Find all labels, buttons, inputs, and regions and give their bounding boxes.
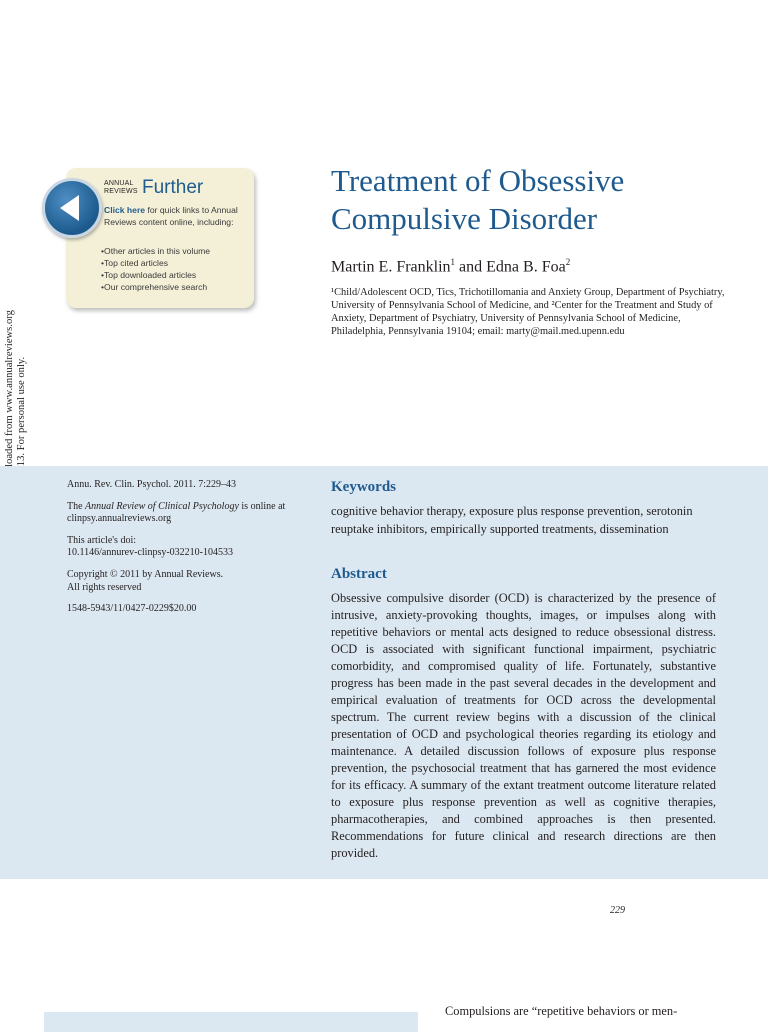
further-title: Further xyxy=(142,177,204,198)
affiliation: ¹Child/Adolescent OCD, Tics, Trichotillomania and Anxiety Group, Department of Psychiatry, University of Pennsylvania School of Medicine, and ²Center for the Treatment and Study of Anxiety, Department of Psychiatry, University of Pennsylvania School of Medicine, Philadelphia, Pennsylvania 19104; email: marty@mail.med.upenn.edu xyxy=(331,287,725,337)
click-here-link[interactable]: Click here xyxy=(104,205,146,215)
further-description: Click here for quick links to Annual Reviews content online, including: xyxy=(104,205,238,227)
issn: 1548-5943/11/0427-0229$20.00 xyxy=(67,603,197,615)
doi-link[interactable]: 10.1146/annurev-clinpsy-032210-104533 xyxy=(67,547,233,559)
body-text: Compulsions are “repetitive behaviors or men- xyxy=(445,1004,678,1018)
page-number: 229 xyxy=(610,905,625,916)
back-arrow-icon[interactable] xyxy=(42,178,102,238)
sidebar-box xyxy=(44,1012,418,1032)
abstract-heading: Abstract xyxy=(331,566,387,582)
further-item-top-cited[interactable]: • Top cited articles xyxy=(101,257,210,269)
further-list xyxy=(101,245,210,293)
keywords-heading: Keywords xyxy=(331,479,396,495)
further-item-search[interactable]: • Our comprehensive search xyxy=(101,281,210,293)
article-metadata xyxy=(67,479,297,625)
further-item-top-downloaded[interactable]: • Top downloaded articles xyxy=(101,269,210,281)
annual-reviews-logo: ANNUAL REVIEWS xyxy=(104,180,138,195)
online-notice: The Annual Review of Clinical Psychology is online at clinpsy.annualreviews.org xyxy=(67,500,286,525)
citation: Annu. Rev. Clin. Psychol. 2011. 7:229–43 xyxy=(67,479,236,490)
keywords-text: cognitive behavior therapy, exposure plus response prevention, serotonin reuptake inhibitors, empirically supported treatments, dissemination xyxy=(331,504,693,536)
further-item-other-articles[interactable]: • Other articles in this volume xyxy=(101,245,210,257)
article-title: Treatment of Obsessive Compulsive Disorder xyxy=(331,163,625,236)
abstract-text: Obsessive compulsive disorder (OCD) is characterized by the presence of intrusive, anxiety-provoking thoughts, images, or impulses along with repetitive behaviors or mental acts designed to reduce obsessional distress. OCD is associated with significant functional impairment, psychiatric comorbidity, and compromised quality of life. Fortunately, substantive progress has been made in the past several decades in the development and empirical evaluation of treatments for OCD across the developmental spectrum. The current review begins with a discussion of the clinical presentation of OCD and psychological theories regarding its etiology and maintenance. A detailed discussion follows of exposure plus response prevention, the psychosocial treatment that has garnered the most evidence for its efficacy. A summary of the extant treatment outcome literature related to exposure plus response prevention as well as cognitive therapies, pharmacotherapies, and combined approaches is then presented. Recommendations for future clinical and research directions are then provided. xyxy=(331,591,716,860)
authors: Martin E. Franklin$^1$ and Edna B. Foa$^2$ xyxy=(331,257,571,276)
copyright: Copyright © 2011 by Annual Reviews. All rights reserved xyxy=(67,568,224,593)
doi: This article's doi: 10.1146/annurev-clinpsy-032210-104533 xyxy=(67,534,233,559)
